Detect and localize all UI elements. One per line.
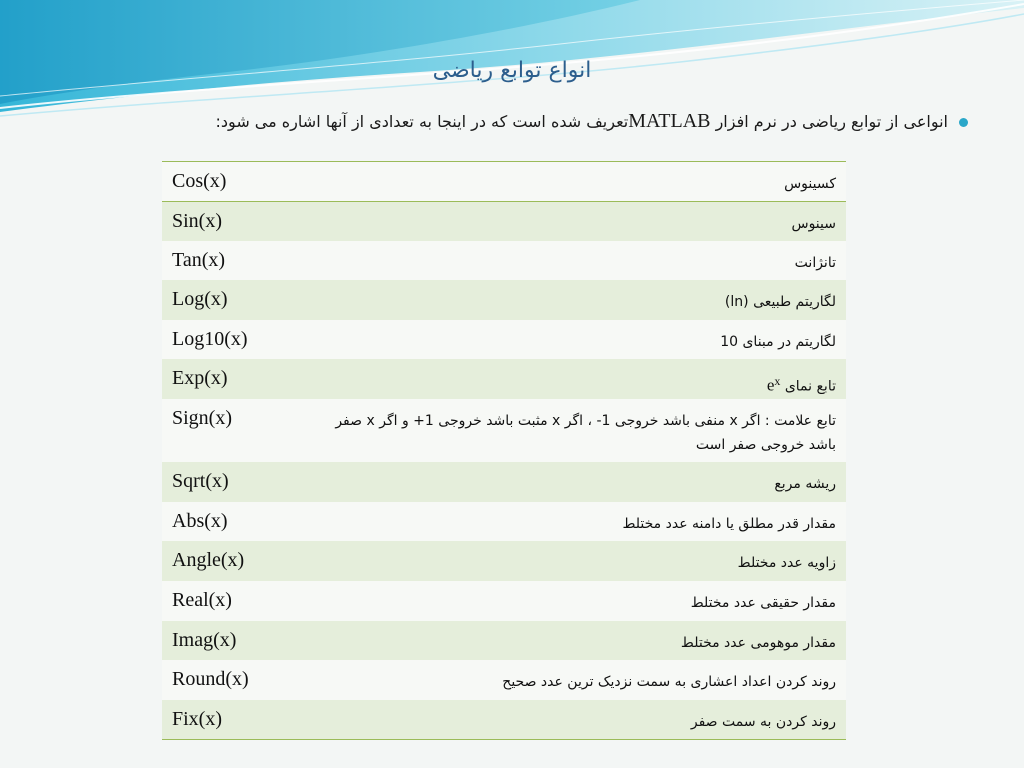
- function-description: [322, 359, 846, 399]
- function-name: Cos(x): [162, 162, 322, 202]
- function-name: Imag(x): [172, 628, 237, 651]
- table-row: [162, 241, 846, 281]
- function-description: ریشه مربع: [774, 476, 836, 493]
- function-description: سینوس: [791, 215, 836, 232]
- intro-paragraph: [90, 110, 970, 133]
- function-description: لگاریتم طبیعی (ln): [724, 294, 836, 311]
- function-name: Exp(x): [172, 367, 228, 390]
- table-row: [162, 162, 846, 202]
- intro-before: انواعی از توابع ریاضی در نرم افزار: [710, 112, 948, 131]
- table-row: [162, 581, 846, 621]
- function-description: زاویه عدد مختلط: [737, 555, 836, 572]
- table-row: [162, 320, 846, 360]
- function-description: روند کردن به سمت صفر: [690, 713, 836, 730]
- slide-title: انواع توابع ریاضی: [432, 58, 592, 83]
- table-row: [162, 541, 846, 581]
- function-name: Round(x): [172, 668, 249, 691]
- function-name: Sqrt(x): [172, 470, 229, 493]
- table-row: [162, 201, 846, 241]
- function-description: مقدار قدر مطلق یا دامنه عدد مختلط: [622, 515, 836, 532]
- table-row: [162, 660, 846, 700]
- table-row: [162, 621, 846, 661]
- table-row: [162, 462, 846, 502]
- function-name: Log(x): [172, 288, 228, 311]
- table-row: [162, 700, 846, 740]
- function-description: مقدار حقیقی عدد مختلط: [690, 594, 836, 611]
- function-description: روند کردن اعداد اعشاری به سمت نزدیک ترین عدد صحیح: [502, 674, 836, 691]
- function-name: Tan(x): [172, 248, 226, 271]
- exp-superscript: x: [774, 374, 781, 389]
- function-description: تابع علامت : اگر x منفی باشد خروجی 1- ، اگر x مثبت باشد خروجی 1+ و اگر x صفر باشد خروجی صفر است: [335, 413, 836, 454]
- exp-base: e: [766, 376, 775, 396]
- table-row: [162, 502, 846, 542]
- function-description: مقدار موهومی عدد مختلط: [680, 634, 836, 651]
- table-row: [162, 399, 846, 462]
- functions-table: [162, 161, 846, 740]
- function-name: Sin(x): [172, 209, 222, 232]
- function-name: Log10(x): [172, 327, 248, 350]
- intro-software-name: MATLAB: [628, 110, 711, 132]
- function-description: لگاریتم در مبنای 10: [720, 333, 836, 350]
- function-name: Abs(x): [172, 509, 228, 532]
- intro-after: تعریف شده است که در اینجا به تعدادی از آنها اشاره می شود:: [215, 112, 629, 131]
- function-name: Sign(x): [172, 407, 232, 430]
- function-name: Angle(x): [172, 549, 245, 572]
- function-name: Fix(x): [172, 707, 222, 730]
- function-name: Real(x): [172, 588, 232, 611]
- function-description: کسینوس: [322, 162, 846, 202]
- table-row: [162, 280, 846, 320]
- function-description: تانژانت: [794, 254, 836, 271]
- exp-description: تابع نمای: [784, 379, 836, 396]
- table-row: [162, 359, 846, 399]
- intro-text: [90, 110, 948, 133]
